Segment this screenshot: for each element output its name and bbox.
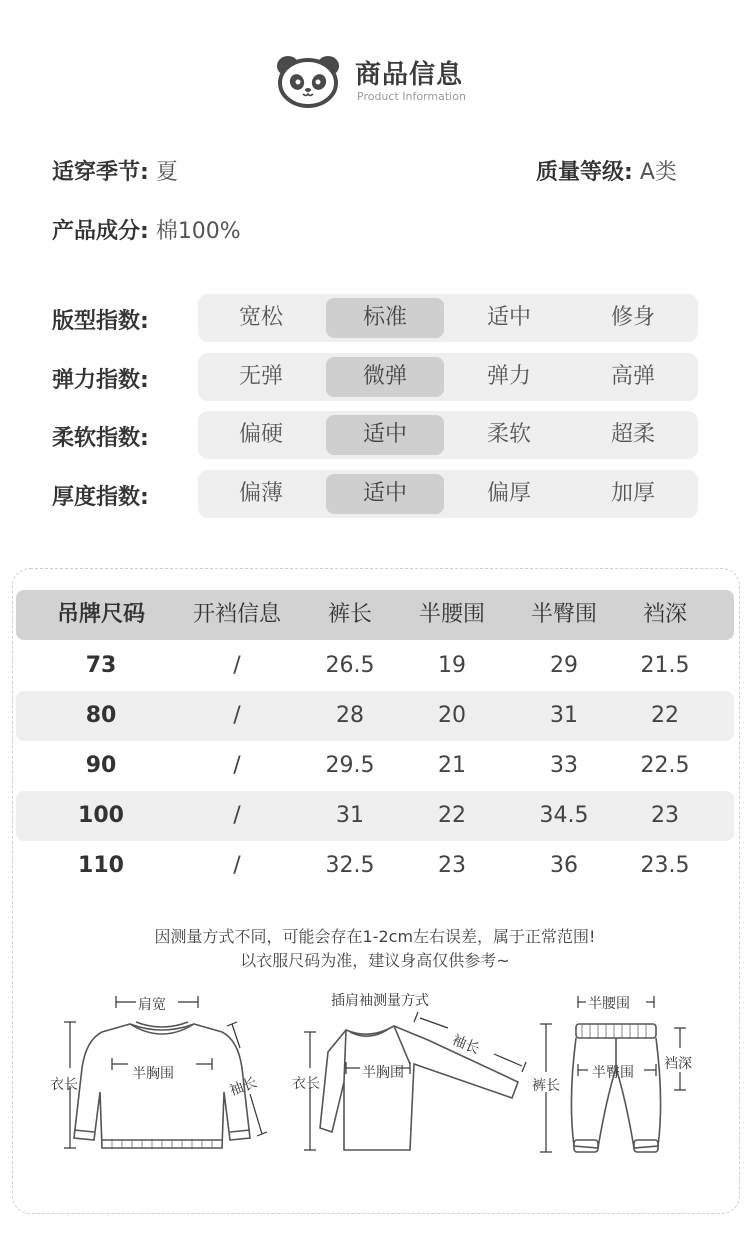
sweater-length-label: 衣长 [50,1077,78,1093]
panda-icon [275,52,341,108]
pants-rise-label: 裆深 [664,1056,692,1072]
index-option: 宽松 [238,305,283,330]
value-cell: 21 [438,753,466,778]
table-row [16,791,734,841]
index-label: 柔软指数: [52,426,149,451]
value-cell: / [233,703,241,728]
index-option-selected: 微弹 [326,357,444,397]
table-row [16,841,734,891]
value-cell: 33 [550,753,578,778]
value-cell: 29.5 [325,753,375,778]
index-scale [198,353,698,401]
material-value: 棉100% [155,219,241,244]
section-title: 商品信息 [355,60,464,90]
material-info [52,214,241,245]
value-cell: 23.5 [640,853,690,878]
index-option: 偏厚 [486,481,531,506]
value-cell: 28 [336,703,364,728]
table-row [16,691,734,741]
pants-hip-label: 半臀围 [592,1065,634,1081]
raglan-diagram [298,1012,528,1162]
header-cell: 半腰围 [418,602,485,627]
shoulder-label: 肩宽 [138,997,166,1013]
value-cell: / [233,803,241,828]
quality-info [536,155,677,186]
size-cell: 73 [85,653,117,678]
index-option: 适中 [486,305,531,330]
header-cell: 裆深 [642,602,687,627]
index-label: 版型指数: [52,309,149,334]
table-row [16,741,734,791]
value-cell: 21.5 [640,653,690,678]
value-cell: 31 [550,703,578,728]
index-option: 无弹 [238,364,283,389]
index-option-selected: 适中 [326,415,444,455]
index-option: 高弹 [610,364,655,389]
header-cell: 开裆信息 [192,602,281,627]
note-line-1: 因测量方式不同，可能会存在1-2cm左右误差，属于正常范围! [154,927,596,946]
size-table-header [16,590,734,640]
index-label: 厚度指数: [52,485,149,510]
value-cell: 22 [651,703,679,728]
value-cell: 23 [438,853,466,878]
raglan-length-label: 衣长 [292,1076,320,1092]
size-cell: 100 [78,803,124,828]
quality-value: A类 [639,160,677,185]
index-option: 偏薄 [238,481,283,506]
value-cell: 22.5 [640,753,690,778]
section-subtitle: Product Information [357,90,466,103]
note-line-2: 以衣服尺码为准，建议身高仅供参考~ [240,951,510,970]
size-cell: 80 [85,703,117,728]
value-cell: 31 [336,803,364,828]
index-option: 加厚 [610,481,655,506]
index-scale [198,470,698,518]
index-label: 弹力指数: [52,368,149,393]
value-cell: 20 [438,703,466,728]
season-label: 适穿季节: [52,160,149,185]
value-cell: 34.5 [539,803,589,828]
value-cell: 36 [550,853,578,878]
value-cell: 19 [438,653,466,678]
quality-label: 质量等级: [536,160,633,185]
season-info [52,155,178,186]
raglan-title: 插肩袖测量方式 [331,993,429,1009]
index-option: 修身 [610,305,655,330]
index-option: 超柔 [610,422,655,447]
value-cell: / [233,653,241,678]
season-value: 夏 [155,160,178,185]
header-cell: 裤长 [327,602,372,627]
index-scale [198,411,698,459]
value-cell: 29 [550,653,578,678]
size-cell: 110 [78,853,124,878]
index-option: 偏硬 [238,422,283,447]
index-scale [198,294,698,342]
index-option: 弹力 [486,364,531,389]
table-row [16,641,734,691]
raglan-chest-label: 半胸围 [362,1065,404,1081]
value-cell: 22 [438,803,466,828]
section-header [275,52,515,108]
header-cell: 吊牌尺码 [56,602,145,627]
sweater-chest-label: 半胸围 [132,1066,174,1082]
value-cell: / [233,753,241,778]
pants-length-label: 裤长 [532,1078,560,1094]
sweater-sleeve-label: 袖长 [227,1074,260,1100]
value-cell: / [233,853,241,878]
pants-waist-label: 半腰围 [588,996,630,1012]
size-cell: 90 [85,753,117,778]
value-cell: 26.5 [325,653,375,678]
value-cell: 32.5 [325,853,375,878]
index-option: 柔软 [486,422,531,447]
header-cell: 半臀围 [530,602,597,627]
index-option-selected: 标准 [326,298,444,338]
value-cell: 23 [651,803,679,828]
material-label: 产品成分: [52,219,149,244]
raglan-sleeve-label: 袖长 [449,1032,482,1058]
index-option-selected: 适中 [326,474,444,514]
